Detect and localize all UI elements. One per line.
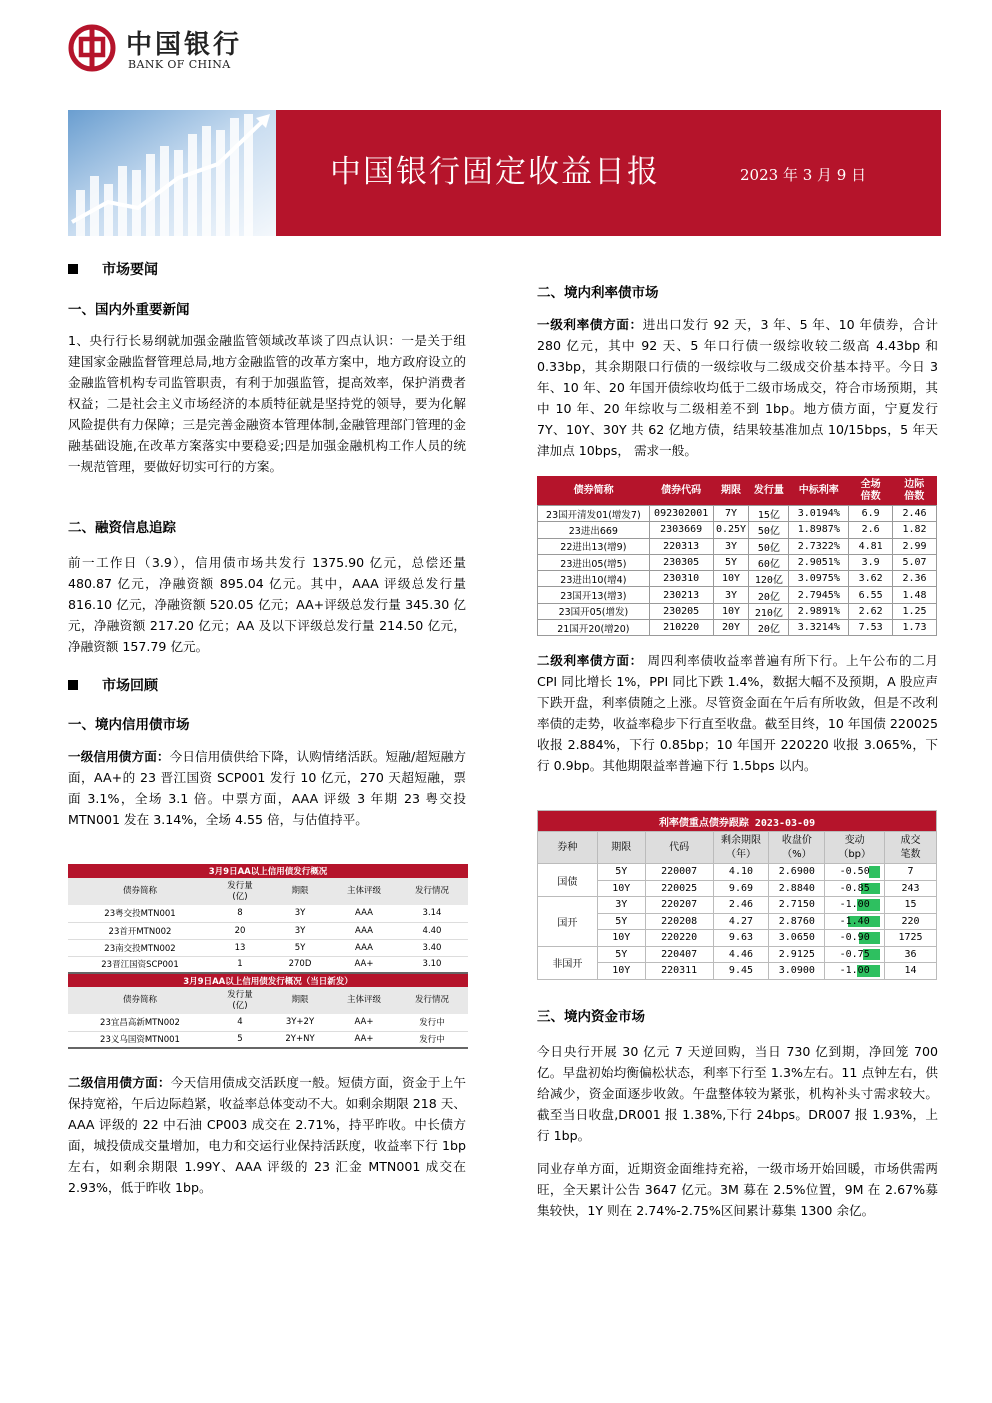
table-row xyxy=(538,963,937,980)
table-cell: 220313 xyxy=(649,538,713,554)
table-cell: 2.8840 xyxy=(769,880,825,897)
bond-type-cell: 非国开 xyxy=(538,946,598,979)
table-cell: 1.73 xyxy=(893,620,937,636)
change-bar-cell xyxy=(825,930,885,947)
table-cell: 9.45 xyxy=(713,963,769,980)
table-cell: 3.9 xyxy=(849,554,893,570)
table-row xyxy=(538,946,937,963)
header-cell: 收盘价 （%） xyxy=(769,832,825,864)
change-bar xyxy=(869,866,880,878)
table-cell: 23宜昌高新MTN002 xyxy=(68,1014,212,1031)
section-heading-market-review: 市场回顾 xyxy=(68,675,158,695)
table-cell: 4.40 xyxy=(396,922,468,939)
change-value: -0.85 xyxy=(839,882,870,894)
secondary-rate-paragraph: 二级利率债方面： 周四利率债收益率普遍有所下行。上午公布的二月 CPI 同比增长 1%，PPI 同比下跌 1.4%，数据大幅不及预期，A 股应声下跌开盘，利率债随之上涨。尽管资金面在午后有所收敛，但是不改利率债的走势，收益率稳步下行直至收盘。截至目终，10 年国债 220025 收报 2.884%，下行 0.85bp；10 年国开 220220 收报 3.065%，下行 0.9bp。其他期限益率普遍下行 1.5bps 以内。 xyxy=(537,653,939,773)
table-cell: 2Y+NY xyxy=(268,1031,332,1048)
logo-english-name: BANK OF CHINA xyxy=(128,58,231,71)
square-bullet-icon xyxy=(68,680,78,690)
table-cell: 20Y xyxy=(713,620,749,636)
header-cell: 中标利率 xyxy=(789,477,849,506)
table-cell: 1.25 xyxy=(893,603,937,619)
table-row xyxy=(538,603,937,619)
table-cell: 2.9891% xyxy=(789,603,849,619)
table-cell: 13 xyxy=(212,939,268,956)
table-cell: 1.8987% xyxy=(789,522,849,538)
change-value: -1.00 xyxy=(839,899,870,911)
table-cell: 4.27 xyxy=(713,913,769,930)
header-cell: 剩余期限 （年） xyxy=(713,832,769,864)
money-market-paragraph-1: 今日央行开展 30 亿元 7 天逆回购，当日 730 亿到期，净回笼 700 亿。早盘初始均衡偏松状态，利率下行至 1.3%左右。11 点钟左右，供给减少，资金面逐步收敛。午盘整体较为紧张，机构补头寸需求较大。截至当日收盘,DR001 报 1.38%,下行 24bps。DR007 报 1.93%，上行 1bp。 xyxy=(537,1044,938,1143)
table-cell: 发行中 xyxy=(396,1014,468,1031)
table-cell: 3Y xyxy=(713,538,749,554)
table-cell: 220311 xyxy=(645,963,713,980)
table-cell: 5Y xyxy=(268,939,332,956)
header-cell: 成交 笔数 xyxy=(885,832,937,864)
header-cell: 期限 xyxy=(597,832,645,864)
table-cell: 4.10 xyxy=(713,864,769,881)
table-cell: 5 xyxy=(212,1031,268,1048)
primary-credit-paragraph: 一级信用债方面：今日信用债供给下降，认购情绪活跃。短融/超短融方面，AA+的 23 晋江国资 SCP001 发行 10 亿元，270 天超短融，票面 3.1%，全场 3.1 倍。中票方面，AAA 评级 3 年期 23 粤交投 MTN001 发在 3.14%，全场 4.55 倍，与估值持平。 xyxy=(68,749,467,827)
table-row xyxy=(68,1014,468,1031)
rate-bond-issuance-table xyxy=(537,476,937,636)
table-header-row xyxy=(538,477,937,506)
rate-bond-tracking-table xyxy=(537,810,937,980)
table-cell: 220 xyxy=(885,913,937,930)
table-row xyxy=(68,1031,468,1048)
header-cell: 债券简称 xyxy=(68,878,212,905)
table-cell: 23进出05(增5) xyxy=(538,554,650,570)
table-header-row xyxy=(68,878,468,905)
table-cell: 243 xyxy=(885,880,937,897)
table-cell: 210220 xyxy=(649,620,713,636)
logo-chinese-name: 中国银行 xyxy=(126,30,243,60)
table-cell: 20 xyxy=(212,922,268,939)
table-row xyxy=(538,538,937,554)
header-cell: 债券简称 xyxy=(538,477,650,506)
table-cell: 092302001 xyxy=(649,506,713,522)
table-cell: 3Y xyxy=(268,905,332,922)
table-cell: 3.3214% xyxy=(789,620,849,636)
table-cell: AAA xyxy=(332,905,396,922)
table-cell: 10Y xyxy=(597,880,645,897)
table-row xyxy=(538,587,937,603)
subheading-news: 一、国内外重要新闻 xyxy=(68,302,190,318)
table-cell: 10Y xyxy=(713,603,749,619)
change-bar-cell xyxy=(825,864,885,881)
table-cell: 15亿 xyxy=(749,506,789,522)
change-bar-cell xyxy=(825,963,885,980)
bond-type-cell: 国债 xyxy=(538,864,598,897)
money-market-paragraph-2: 同业存单方面，近期资金面维持充裕，一级市场开始回暖，市场供需两旺，全天累计公告 3647 亿元。3M 募在 2.5%位置，9M 在 2.67%募集较快，1Y 则在 2.74%-2.75%区间累计募集 1300 余亿。 xyxy=(537,1161,938,1218)
table-cell: 23进出669 xyxy=(538,522,650,538)
table-cell: 3.0650 xyxy=(769,930,825,947)
table-cell: 36 xyxy=(885,946,937,963)
table-cell: 220025 xyxy=(645,880,713,897)
table-cell: 230213 xyxy=(649,587,713,603)
subheading-credit-market: 一、境内信用债市场 xyxy=(68,717,190,733)
table-cell: 14 xyxy=(885,963,937,980)
table-row xyxy=(538,913,937,930)
table-cell: 3Y xyxy=(268,922,332,939)
table-row xyxy=(538,506,937,522)
subheading-money-market: 三、境内资金市场 xyxy=(537,1009,645,1025)
header-cell: 发行量 (亿) xyxy=(212,878,268,905)
table-cell: 2.6 xyxy=(849,522,893,538)
header-cell: 期限 xyxy=(713,477,749,506)
table-cell: 220220 xyxy=(645,930,713,947)
table-row xyxy=(68,905,468,922)
table-caption: 3月9日AA以上信用债发行概况 xyxy=(68,864,468,878)
change-value: -0.90 xyxy=(839,932,870,944)
table-cell: 2.7150 xyxy=(769,897,825,914)
table-cell: 10Y xyxy=(597,963,645,980)
table-cell: 2.62 xyxy=(849,603,893,619)
header-cell: 券种 xyxy=(538,832,598,864)
table-cell: 5Y xyxy=(597,864,645,881)
header-cell: 主体评级 xyxy=(332,987,396,1014)
table-row xyxy=(538,620,937,636)
table-cell: 2.46 xyxy=(893,506,937,522)
secondary-credit-paragraph: 二级信用债方面：今天信用债成交活跃度一般。短债方面，资金于上午保持宽裕，午后边际趋紧，收益率总体变动不大。如剩余期限 218 天、AAA 评级的 22 中石油 CP003 成交在 2.71%，持平昨收。中长债方面，城投债成交量增加，电力和交运行业保持活跃度，收益率下行 1bp 左右，如剩余期限 1.99Y、AAA 评级的 23 汇金 MTN001 成交在 2.93%，低于昨收 1bp。 xyxy=(68,1075,467,1195)
change-value: -1.40 xyxy=(839,915,870,927)
table-cell: 230305 xyxy=(649,554,713,570)
table-cell: 3.40 xyxy=(396,939,468,956)
banner-chart-illustration xyxy=(68,110,276,236)
report-date: 2023 年 3 月 9 日 xyxy=(740,166,867,184)
table-cell: 20亿 xyxy=(749,620,789,636)
table-cell: 23晋江国资SCP001 xyxy=(68,956,212,973)
table-cell: 220207 xyxy=(645,897,713,914)
table-row xyxy=(68,922,468,939)
table-cell: 3Y+2Y xyxy=(268,1014,332,1031)
table-caption: 3月9日AA以上信用债发行概况（当日新发） xyxy=(68,973,468,987)
bond-type-cell: 国开 xyxy=(538,897,598,947)
table-cell: 50亿 xyxy=(749,522,789,538)
table-cell: 15 xyxy=(885,897,937,914)
news-paragraph: 1、央行行长易纲就加强金融监管领域改革谈了四点认识：一是关于组建国家金融监督管理总局,地方金融监管的改革方案中，地方政府设立的金融监管机构专司监管职责，有利于加强监管，提高效率，保护消费者权益；二是社会主义市场经济的本质特征就是坚持党的领导，要为化解风险提供有力保障；三是完善金融资本管理体制,金融管理部门管理的金融基础设施,在改革方案落实中要稳妥;四是加强金融机构工作人员的统一规范管理，要做好切实可行的方案。 xyxy=(68,333,466,474)
table-cell: 20亿 xyxy=(749,587,789,603)
table-cell: 1 xyxy=(212,956,268,973)
table-cell: 2.9051% xyxy=(789,554,849,570)
section-heading-market-news: 市场要闻 xyxy=(68,259,158,279)
table-cell: 5Y xyxy=(597,913,645,930)
square-bullet-icon xyxy=(68,264,78,274)
table-row xyxy=(538,880,937,897)
table-caption: 利率债重点债券跟踪 2023-03-09 xyxy=(538,811,937,832)
change-bar-cell xyxy=(825,946,885,963)
table-row xyxy=(68,956,468,973)
header-cell: 期限 xyxy=(268,878,332,905)
table-cell: 3.62 xyxy=(849,571,893,587)
table-cell: 2.7945% xyxy=(789,587,849,603)
table-cell: 230205 xyxy=(649,603,713,619)
table-cell: AA+ xyxy=(332,1031,396,1048)
table-cell: AAA xyxy=(332,922,396,939)
table-cell: 23进出10(增4) xyxy=(538,571,650,587)
table-cell: 23南交投MTN002 xyxy=(68,939,212,956)
table-cell: 1.48 xyxy=(893,587,937,603)
table-row xyxy=(68,939,468,956)
table-cell: 60亿 xyxy=(749,554,789,570)
report-title: 中国银行固定收益日报 xyxy=(330,154,660,190)
table-cell: 2.9125 xyxy=(769,946,825,963)
table-cell: 1.82 xyxy=(893,522,937,538)
table-cell: 2303669 xyxy=(649,522,713,538)
header-cell: 边际 倍数 xyxy=(893,477,937,506)
table-cell: 220007 xyxy=(645,864,713,881)
table-cell: 210亿 xyxy=(749,603,789,619)
primary-rate-paragraph: 一级利率债方面：进出口发行 92 天，3 年、5 年、10 年债券，合计 280 亿元，其中 92 天、5 年口行债一级综收较二级高 4.43bp 和 0.33bp，其余期限口行债的一级综收与二级成交价基本持平。今日 3 年、10 年、20 年国开债综收均低于二级市场成交，符合市场预期，其中 10 年、20 年综收与二级相差不到 1bp。地方债方面，宁夏发行 7Y、10Y、30Y 共 62 亿地方债，结果较基准加点 10/15bps，5 年天津加点 10bps， 需求一般。 xyxy=(537,317,938,458)
table-cell: 4.46 xyxy=(713,946,769,963)
change-value: -0.75 xyxy=(839,948,870,960)
table-cell: AAA xyxy=(332,939,396,956)
header-cell: 代码 xyxy=(645,832,713,864)
table-cell: 3.0900 xyxy=(769,963,825,980)
table-cell: 23粤交投MTN001 xyxy=(68,905,212,922)
table-cell: 7Y xyxy=(713,506,749,522)
table-cell: 5Y xyxy=(597,946,645,963)
table-cell: 3.14 xyxy=(396,905,468,922)
table-cell: 3.10 xyxy=(396,956,468,973)
table-cell: 10Y xyxy=(597,930,645,947)
bank-of-china-logo-icon xyxy=(68,24,116,72)
table-cell: 2.7322% xyxy=(789,538,849,554)
table-cell: 1725 xyxy=(885,930,937,947)
table-cell: 23国开05(增发) xyxy=(538,603,650,619)
table-cell: 5.07 xyxy=(893,554,937,570)
header-cell: 发行情况 xyxy=(396,987,468,1014)
table-cell: 7 xyxy=(885,864,937,881)
header-cell: 全场 倍数 xyxy=(849,477,893,506)
change-value: -0.50 xyxy=(839,866,870,878)
table-cell: 5Y xyxy=(713,554,749,570)
table-row xyxy=(538,522,937,538)
change-value: -1.00 xyxy=(839,965,870,977)
table-cell: 4.81 xyxy=(849,538,893,554)
header-cell: 债券简称 xyxy=(68,987,212,1014)
table-cell: 2.99 xyxy=(893,538,937,554)
table-cell: 3Y xyxy=(597,897,645,914)
header-cell: 债券代码 xyxy=(649,477,713,506)
header-cell: 期限 xyxy=(268,987,332,1014)
table-row xyxy=(538,571,937,587)
table-cell: 6.9 xyxy=(849,506,893,522)
table-row xyxy=(538,554,937,570)
table-cell: 120亿 xyxy=(749,571,789,587)
change-bar-cell xyxy=(825,913,885,930)
table-cell: 9.63 xyxy=(713,930,769,947)
header-cell: 变动 （bp） xyxy=(825,832,885,864)
table-cell: 2.8760 xyxy=(769,913,825,930)
table-cell: 23首开MTN002 xyxy=(68,922,212,939)
table-cell: 6.55 xyxy=(849,587,893,603)
table-cell: 50亿 xyxy=(749,538,789,554)
header-cell: 发行量 (亿) xyxy=(212,987,268,1014)
subheading-rate-bond-market: 二、境内利率债市场 xyxy=(537,285,659,301)
table-row xyxy=(538,864,937,881)
table-cell: 23国开清发01(增发7) xyxy=(538,506,650,522)
table-cell: 9.69 xyxy=(713,880,769,897)
report-banner xyxy=(68,110,941,236)
table-cell: 4 xyxy=(212,1014,268,1031)
bank-logo xyxy=(68,20,268,72)
table-cell: 230310 xyxy=(649,571,713,587)
table-cell: 2.6900 xyxy=(769,864,825,881)
table-cell: 3.0194% xyxy=(789,506,849,522)
table-cell: 7.53 xyxy=(849,620,893,636)
table-cell: 21国开20(增20) xyxy=(538,620,650,636)
table-cell: 2.46 xyxy=(713,897,769,914)
table-cell: 3Y xyxy=(713,587,749,603)
table-row xyxy=(538,930,937,947)
change-bar-cell xyxy=(825,897,885,914)
credit-issuance-table xyxy=(68,864,468,1049)
table-cell: 8 xyxy=(212,905,268,922)
table-cell: 10Y xyxy=(713,571,749,587)
table-cell: AA+ xyxy=(332,956,396,973)
table-cell: 3.0975% xyxy=(789,571,849,587)
table-cell: AA+ xyxy=(332,1014,396,1031)
table-cell: 23国开13(增3) xyxy=(538,587,650,603)
table-row xyxy=(538,897,937,914)
table-cell: 270D xyxy=(268,956,332,973)
table-cell: 0.25Y xyxy=(713,522,749,538)
table-cell: 220208 xyxy=(645,913,713,930)
table-cell: 23义乌国资MTN001 xyxy=(68,1031,212,1048)
financing-paragraph: 前一工作日（3.9），信用债市场共发行 1375.90 亿元，总偿还量 480.87 亿元，净融资额 895.04 亿元。其中，AAA 评级总发行量 816.10 亿元，净融资额 520.05 亿元；AA+评级总发行量 345.30 亿元，净融资额 217.20 亿元；AA 及以下评级总发行量 214.50 亿元，净融资额 157.79 亿元。 xyxy=(68,555,466,654)
subheading-financing: 二、融资信息追踪 xyxy=(68,520,176,536)
header-cell: 发行量 xyxy=(749,477,789,506)
table-cell: 发行中 xyxy=(396,1031,468,1048)
table-cell: 22进出13(增9) xyxy=(538,538,650,554)
table-cell: 2.36 xyxy=(893,571,937,587)
header-cell: 主体评级 xyxy=(332,878,396,905)
table-header-row xyxy=(538,832,937,864)
table-header-row xyxy=(68,987,468,1014)
change-bar-cell xyxy=(825,880,885,897)
header-cell: 发行情况 xyxy=(396,878,468,905)
table-cell: 220407 xyxy=(645,946,713,963)
